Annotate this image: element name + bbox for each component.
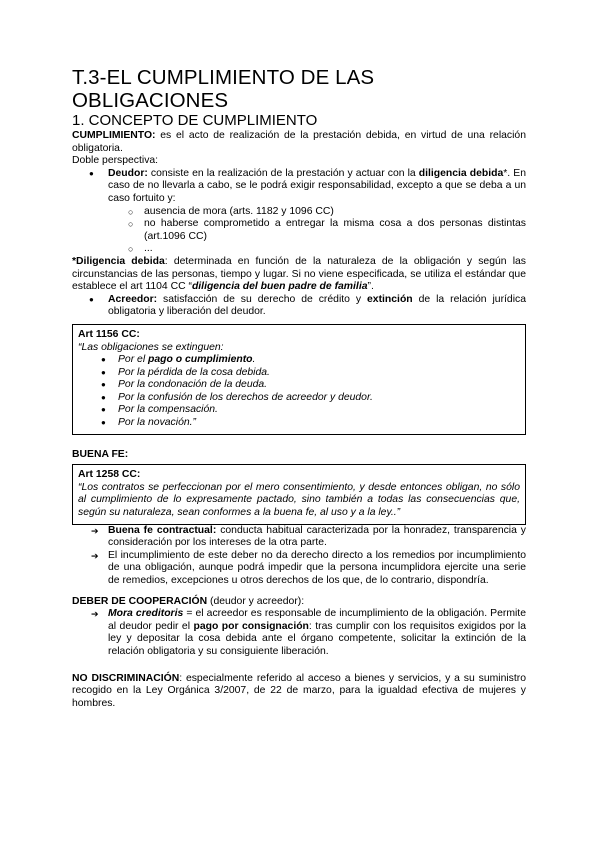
discriminacion-text: : especialmente referido al acceso a bienes y servicios, y a su suministro recogido en la Ley Orgánica 3/2007, de 22 de marzo, para la igualdad efectiva de mujeres y hombres. (72, 672, 526, 709)
acreedor-text: satisfacción de su derecho de crédito y (157, 293, 368, 305)
extincion-list (78, 354, 520, 430)
extincion-item (78, 354, 520, 367)
diligencia-star: * (72, 255, 77, 267)
mora-creditoris-term: Mora creditoris (108, 608, 184, 620)
art-1258-text: “Los contratos se perfeccionan por el mero consentimiento, y desde entonces obligan, no sólo al cumplimiento de lo expresamente pactado, sino también a todas las consecuencias que, según su naturaleza, sean conformes a la buena fe, al uso y a la ley..” (78, 481, 520, 519)
sub-item: ○ ... (72, 243, 526, 256)
buena-fe-list (72, 525, 526, 588)
sub-item: ○ no haberse comprometido a entregar la misma cosa a dos personas distintas (art.1096 CC) (72, 218, 526, 243)
doble-perspectiva: Doble perspectiva: (72, 155, 159, 167)
deudor-text: consiste en la realización de la prestación y actuar con la (147, 167, 419, 179)
extincion-item (78, 417, 520, 430)
list-item-buena-fe-contractual (72, 525, 526, 550)
buena-fe-text: conducta habitual caracterizada por la honradez, transparencia y consideración por los intereses de la otra parte. (108, 524, 526, 549)
deudor-sublist (108, 206, 526, 256)
extincion-post: . (252, 354, 256, 366)
sub-item: ○ ausencia de mora (arts. 1182 y 1096 CC) (72, 206, 526, 219)
art-1258-title: Art 1258 CC: (78, 469, 141, 481)
list-item-incumplimiento: ➔ El incumplimiento de este deber no da derecho directo a los remedios por incumplimiento de una obligación, aunque podrá impedir que la persona incumplidora ejercite una serie de remedios, excepciones u otros derechos de los que, de lo contrario, dispondría. (72, 550, 526, 588)
acreedor-list (72, 294, 526, 319)
extincion-item (78, 392, 520, 405)
perspectiva-list (72, 168, 526, 256)
buena-fe-term: Buena fe contractual: (108, 524, 217, 536)
acreedor-text-2: de la relación jurídica obligatoria y liberación del deudor. (108, 293, 526, 318)
art-1156-intro: “Las obligaciones se extinguen: (78, 341, 224, 353)
cumplimiento-definition (72, 130, 526, 155)
cooperacion-heading-line (72, 596, 526, 609)
diligencia-quote: diligencia del buen padre de familia (191, 281, 368, 293)
extincion-text: Por la confusión de los derechos de acreedor y deudor. (118, 391, 373, 403)
mora-text: = el acreedor es responsable de incumplimiento de la obligación. Permite al deudor pedir el (108, 608, 526, 632)
discriminacion-paragraph (72, 673, 526, 711)
buena-fe-heading: BUENA FE: (72, 448, 129, 460)
diligencia-end: ”. (367, 281, 374, 293)
list-item-mora-creditoris (72, 608, 526, 658)
extincion-text: Por la compensación. (118, 404, 218, 416)
art-1156-title: Art 1156 CC: (78, 328, 140, 340)
art-1156-box (72, 324, 526, 435)
extincion-item (78, 404, 520, 417)
mora-text-2: : tras cumplir con los requisitos exigidos por la ley y depositar la cosa debida ante el órgano competente, solicitar la extinción de la relación obligatoria y su consiguiente liberación. (108, 620, 526, 657)
cooperacion-heading: DEBER DE COOPERACIÓN (72, 595, 208, 607)
cumplimiento-term: CUMPLIMIENTO: (72, 130, 156, 141)
diligencia-note (72, 256, 526, 294)
document-page (72, 66, 526, 710)
extincion-text: Por la condonación de la deuda. (118, 379, 268, 391)
discriminacion-heading: NO DISCRIMINACIÓN (72, 672, 180, 684)
art-1258-box (72, 464, 526, 524)
cumplimiento-text: es el acto de realización de la prestación debida, en virtud de una relación obligatoria. (72, 130, 526, 154)
mora-strong: pago por consignación (193, 620, 309, 632)
deudor-term: Deudor: (108, 167, 148, 179)
extincion-item (78, 367, 520, 380)
diligencia-term: Diligencia debida (76, 255, 165, 267)
acreedor-strong: extinción (367, 293, 413, 305)
extincion-item (78, 379, 520, 392)
cooperacion-list (72, 608, 526, 658)
extincion-pre: Por el (118, 354, 149, 366)
diligencia-text: : determinada en función de la naturaleza de la obligación y según las circunstancias de las personas, tiempo y lugar. Si no viene especificada, se utiliza el estándar que establece el art 1104 CC “ (72, 255, 526, 293)
deudor-text-2: *. En caso de no llevarla a cabo, se le podrá exigir responsabilidad, excepto a que se deba a un caso fortuito y: (108, 167, 526, 204)
extincion-text: Por la pérdida de la cosa debida. (118, 366, 270, 378)
page-title: T.3-EL CUMPLIMIENTO DE LAS OBLIGACIONES (72, 66, 375, 112)
list-item-acreedor (72, 294, 526, 319)
extincion-text: Por la novación.” (118, 417, 196, 429)
cooperacion-heading-rest: (deudor y acreedor): (207, 595, 305, 607)
section-title: 1. CONCEPTO DE CUMPLIMIENTO (72, 112, 318, 129)
deudor-strong: diligencia debida (418, 167, 504, 179)
extincion-strong: pago o cumplimiento (148, 354, 253, 366)
acreedor-term: Acreedor: (108, 293, 158, 305)
list-item-deudor (72, 168, 526, 256)
